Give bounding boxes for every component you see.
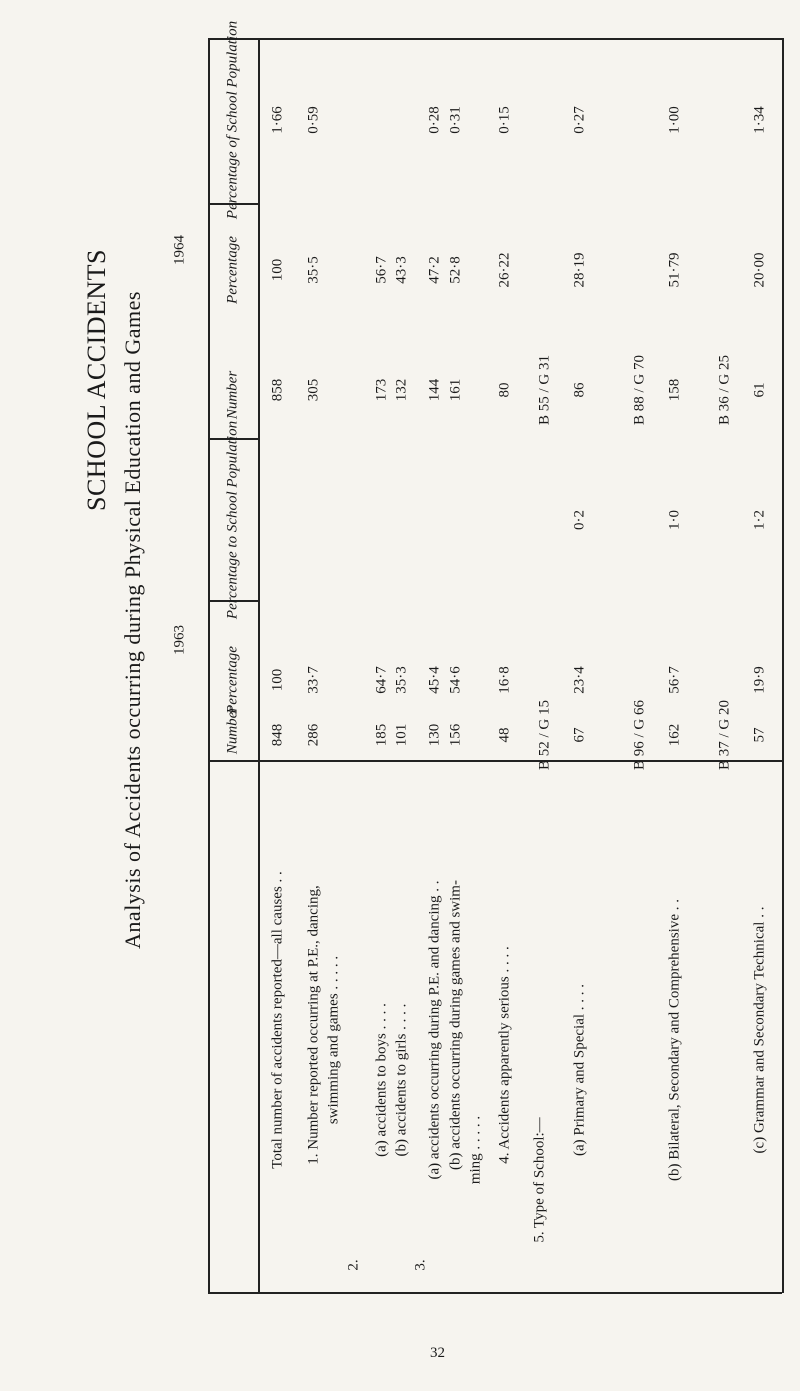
cell-1964-percentage: 100 (269, 258, 286, 282)
row-label: 3. (412, 1259, 429, 1271)
cell-1963-number: 156 (447, 723, 464, 747)
row-label: (a) accidents to boys . . . . (373, 1003, 390, 1157)
row-label: 2. (345, 1259, 362, 1271)
header-school-pop-1964: Percentage of School Population (224, 20, 241, 220)
cell-1964-percentage: 20·00 (751, 252, 768, 288)
page-title: SCHOOL ACCIDENTS (82, 248, 111, 512)
cell-1964-number: B 36 / G 25 (716, 354, 733, 426)
cell-1963-number: 286 (305, 723, 322, 747)
cell-1963-number: 67 (571, 727, 588, 743)
cell-1964-percentage: 47·2 (426, 256, 443, 284)
cell-1963-percentage: 33·7 (305, 666, 322, 694)
cell-1963-number: 57 (751, 727, 768, 743)
cell-1964-number: 86 (571, 382, 588, 398)
cell-1963-percentage: 100 (269, 668, 286, 692)
cell-1964-school-pop: 0·27 (571, 106, 588, 134)
cell-1964-number: 858 (269, 378, 286, 402)
cell-1964-number: 305 (305, 378, 322, 402)
row-label: 5. Type of School:— (531, 1117, 548, 1243)
cell-1964-school-pop: 0·31 (447, 106, 464, 134)
row-label: (b) accidents to girls . . . . (393, 1003, 410, 1157)
cell-1963-percentage: 54·6 (447, 666, 464, 694)
cell-1963-number: 101 (393, 723, 410, 747)
cell-1964-percentage: 26·22 (496, 252, 513, 288)
cell-1964-number: 80 (496, 382, 513, 398)
cell-1964-percentage: 56·7 (373, 256, 390, 284)
page-number: 32 (430, 1345, 445, 1361)
cell-1964-school-pop: 1·66 (269, 106, 286, 134)
row-label: (c) Grammar and Secondary Technical . . (751, 906, 768, 1154)
cell-1964-percentage: 52·8 (447, 256, 464, 284)
cell-1964-percentage: 35·5 (305, 256, 322, 284)
cell-1964-number: B 88 / G 70 (631, 354, 648, 426)
cell-1963-number: 130 (426, 723, 443, 747)
header-percentage-1964: Percentage (224, 236, 241, 304)
cell-1964-number: 161 (447, 378, 464, 402)
row-label: ming . . . . . (467, 1115, 484, 1185)
row-label: 1. Number reported occurring at P.E., dancing, (305, 885, 322, 1165)
cell-1964-school-pop: 1·00 (666, 106, 683, 134)
cell-1963-percentage: 64·7 (373, 666, 390, 694)
cell-1963-percentage: 16·8 (496, 666, 513, 694)
cell-1964-percentage: 43·3 (393, 256, 410, 284)
cell-1964-number: 61 (751, 382, 768, 398)
cell-1964-number: B 55 / G 31 (536, 354, 553, 426)
cell-1963-school-pop: 0·2 (571, 510, 588, 530)
cell-1964-number: 132 (393, 378, 410, 402)
cell-1964-number: 144 (426, 378, 443, 402)
cell-1963-number: B 96 / G 66 (631, 699, 648, 771)
year-1963-header: 1963 (171, 625, 188, 655)
cell-1964-number: 158 (666, 378, 683, 402)
row-label: (b) accidents occurring during games and swim- (447, 880, 464, 1170)
cell-1963-number: 162 (666, 723, 683, 747)
cell-1964-school-pop: 1·34 (751, 106, 768, 134)
row-label: (a) Primary and Special . . . . (571, 983, 588, 1157)
cell-1963-number: 48 (496, 727, 513, 743)
cell-1963-percentage: 56·7 (666, 666, 683, 694)
row-label: swimming and games . . . . . (325, 955, 342, 1125)
year-1964-header: 1964 (171, 235, 188, 265)
cell-1963-percentage: 19·9 (751, 666, 768, 694)
cell-1963-number: 185 (373, 723, 390, 747)
page-subtitle: Analysis of Accidents occurring during Physical Education and Games (120, 291, 145, 949)
cell-1963-percentage: 45·4 (426, 666, 443, 694)
cell-1963-percentage: 35·3 (393, 666, 410, 694)
cell-1964-school-pop: 0·59 (305, 106, 322, 134)
cell-1964-percentage: 51·79 (666, 252, 683, 288)
cell-1964-percentage: 28·19 (571, 252, 588, 288)
cell-1964-school-pop: 0·28 (426, 106, 443, 134)
header-school-pop-1963: Percentage to School Population (224, 420, 241, 620)
cell-1964-number: 173 (373, 378, 390, 402)
row-label: (a) accidents occurring during P.E. and dancing . . (426, 880, 443, 1180)
row-label: 4. Accidents apparently serious . . . . (496, 946, 513, 1164)
header-percentage-1963: Percentage (224, 646, 241, 714)
row-label: (b) Bilateral, Secondary and Comprehensive . . (666, 899, 683, 1181)
cell-1963-number: B 37 / G 20 (716, 699, 733, 771)
header-number-1963: Number (224, 705, 241, 755)
cell-1963-number: B 52 / G 15 (536, 699, 553, 771)
cell-1963-number: 848 (269, 723, 286, 747)
cell-1963-school-pop: 1·2 (751, 510, 768, 530)
cell-1964-school-pop: 0·15 (496, 106, 513, 134)
cell-1963-percentage: 23·4 (571, 666, 588, 694)
cell-1963-school-pop: 1·0 (666, 510, 683, 530)
header-number-1964: Number (224, 370, 241, 420)
row-label: Total number of accidents reported—all causes . . (269, 871, 286, 1169)
